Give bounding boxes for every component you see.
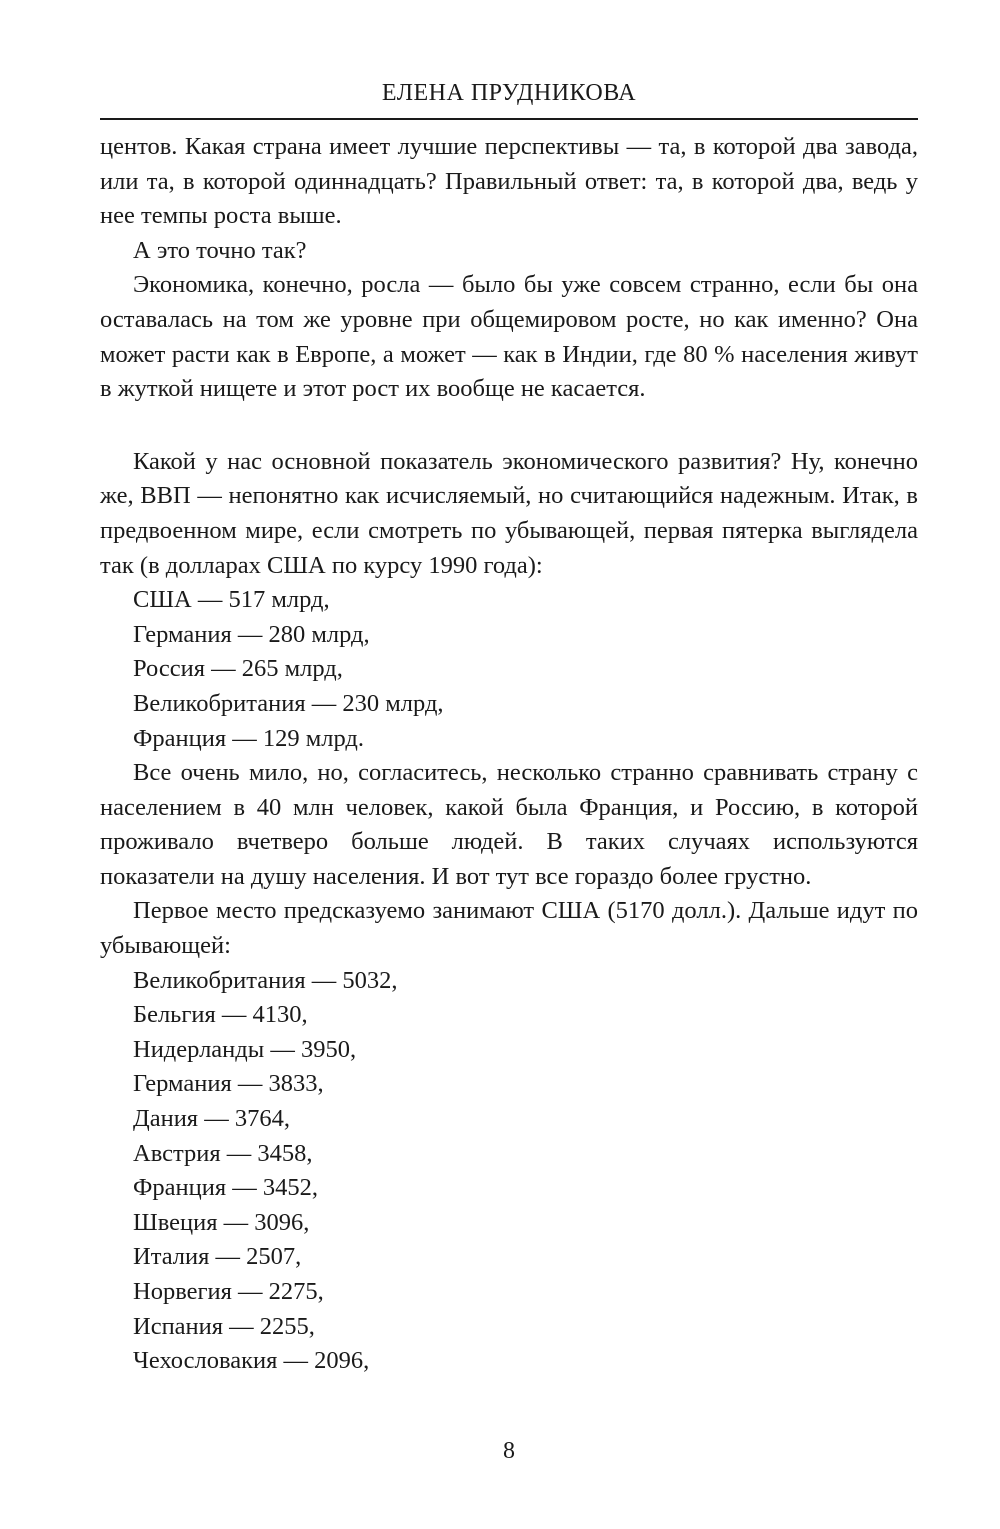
list-item: США — 517 млрд, xyxy=(133,586,330,614)
paragraph-6: Первое место предсказуемо занимают США (5170 долл.). Дальше идут по убывающей: xyxy=(100,897,918,960)
list-item: Франция — 3452, xyxy=(133,1174,318,1202)
gdp-total-list xyxy=(100,583,918,756)
list-item: Австрия — 3458, xyxy=(133,1139,313,1167)
list-item: Италия — 2507, xyxy=(133,1243,302,1271)
list-item: Великобритания — 230 млрд, xyxy=(133,689,444,717)
header-rule xyxy=(100,118,918,120)
paragraph-1: центов. Какая страна имеет лучшие перспективы — та, в которой два завода, или та, в которой одиннадцать? Правильный ответ: та, в которой два, ведь у нее темпы роста выше. xyxy=(100,133,918,230)
list-item: Россия — 265 млрд, xyxy=(133,655,343,683)
list-item: Бельгия — 4130, xyxy=(133,1001,308,1029)
list-item: Норвегия — 2275, xyxy=(133,1278,324,1305)
list-item: Великобритания — 5032, xyxy=(133,966,398,994)
page-number: 8 xyxy=(503,1438,515,1464)
list-item: Франция — 129 млрд. xyxy=(133,724,364,752)
list-item: Германия — 280 млрд, xyxy=(133,620,370,648)
list-item: Испания — 2255, xyxy=(133,1312,315,1340)
list-item: Германия — 3833, xyxy=(133,1070,324,1098)
list-item: Чехословакия — 2096, xyxy=(133,1347,370,1375)
list-item: Нидерланды — 3950, xyxy=(133,1035,357,1063)
running-head: ЕЛЕНА ПРУДНИКОВА xyxy=(381,80,637,106)
paragraph-4: Какой у нас основной показатель экономического развития? Ну, конечно же, ВВП — непонятно как исчисляемый, но считающийся надежным. Итак, в предвоенном мире, если смотреть по убывающей, первая пятерка выглядела так (в долларах США по курсу 1990 года): xyxy=(100,447,918,579)
book-page xyxy=(100,0,918,1529)
body-text xyxy=(100,130,918,1379)
paragraph-5: Все очень мило, но, согласитесь, несколько странно сравнивать страну с населением в 40 млн человек, какой была Франция, и Россию, в которой проживало вчетверо больше людей. В таких случаях используются показатели на душу населения. И вот тут все гораздо более грустно. xyxy=(100,759,918,890)
paragraph-2: А это точно так? xyxy=(133,236,307,264)
list-item: Швеция — 3096, xyxy=(133,1208,310,1236)
list-item: Дания — 3764, xyxy=(133,1105,290,1133)
gdp-per-capita-list xyxy=(100,964,918,1379)
paragraph-3: Экономика, конечно, росла — было бы уже совсем странно, если бы она оставалась на том же уровне при общемировом росте, но как именно? Она может расти как в Европе, а может — как в Индии, где 80 % населения живут в жуткой нищете и этот рост их вообще не касается. xyxy=(100,271,918,403)
section-break xyxy=(100,407,918,445)
